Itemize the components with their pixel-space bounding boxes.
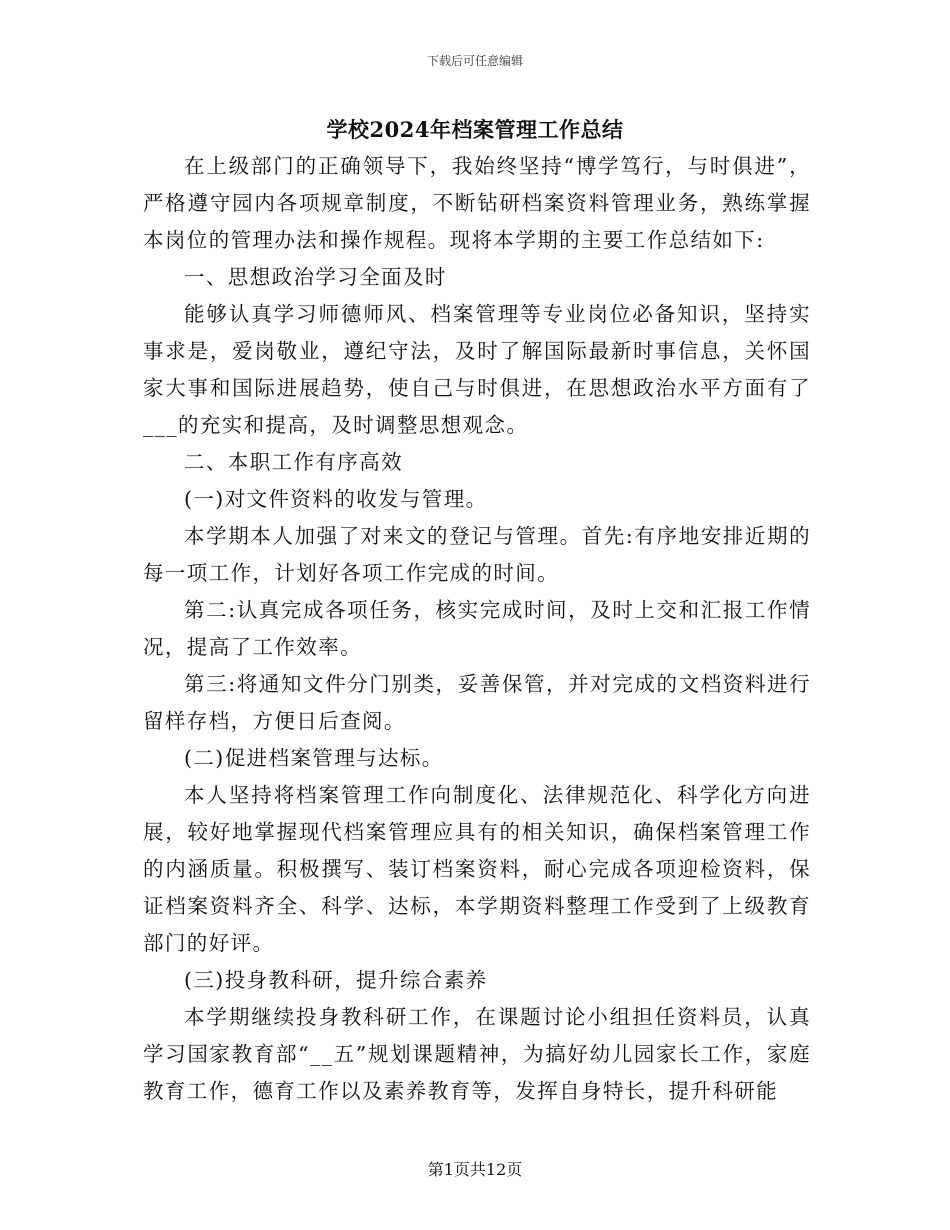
paragraph-archive-management: 本人坚持将档案管理工作向制度化、法律规范化、科学化方向进展，较好地掌握现代档案管理应具有的相关知识，确保档案管理工作的内涵质量。积极撰写、装订档案资料，耐心完成各项迎检资料，保证档案资料齐全、科学、达标，本学期资料整理工作受到了上级教育部门的好评。 (143, 783, 811, 955)
subheading-1: (一)对文件资料的收发与管理。 (184, 487, 488, 511)
paragraph-third: 第三:将通知文件分门别类，妥善保管，并对完成的文档资料进行留样存档，方便日后查阅。 (143, 672, 811, 733)
subheading-3: (三)投身教科研，提升综合素养 (184, 968, 488, 992)
subheading-2: (二)促进档案管理与达标。 (184, 746, 444, 770)
section-heading-2: 二、本职工作有序高效 (184, 450, 403, 474)
document-title: 学校2024年档案管理工作总结 (326, 117, 624, 142)
paragraph-research: 本学期继续投身教科研工作，在课题讨论小组担任资料员，认真学习国家教育部“__五”规划课题精神，为搞好幼儿园家长工作，家庭教育工作，德育工作以及素养教育等，发挥自身特长，提升科研能 (143, 1005, 811, 1103)
document-body (143, 148, 811, 1110)
paragraph-first: 本学期本人加强了对来文的登记与管理。首先:有序地安排近期的每一项工作，计划好各项工作完成的时间。 (143, 524, 811, 585)
section-heading-1: 一、思想政治学习全面及时 (184, 265, 447, 289)
paragraph-intro: 在上级部门的正确领导下，我始终坚持“博学笃行，与时俱进”，严格遵守园内各项规章制度，不断钻研档案资料管理业务，熟练掌握本岗位的管理办法和操作规程。现将本学期的主要工作总结如下: (143, 154, 811, 252)
paragraph-second: 第二:认真完成各项任务，核实完成时间，及时上交和汇报工作情况，提高了工作效率。 (143, 598, 811, 659)
paragraph-political-study: 能够认真学习师德师风、档案管理等专业岗位必备知识，坚持实事求是，爱岗敬业，遵纪守法，及时了解国际最新时事信息，关怀国家大事和国际进展趋势，使自己与时俱进，在思想政治水平方面有了___的充实和提高，及时调整思想观念。 (143, 302, 811, 437)
page-number: 第1页共12页 (427, 1160, 523, 1179)
header-note: 下载后可任意编辑 (426, 54, 523, 68)
